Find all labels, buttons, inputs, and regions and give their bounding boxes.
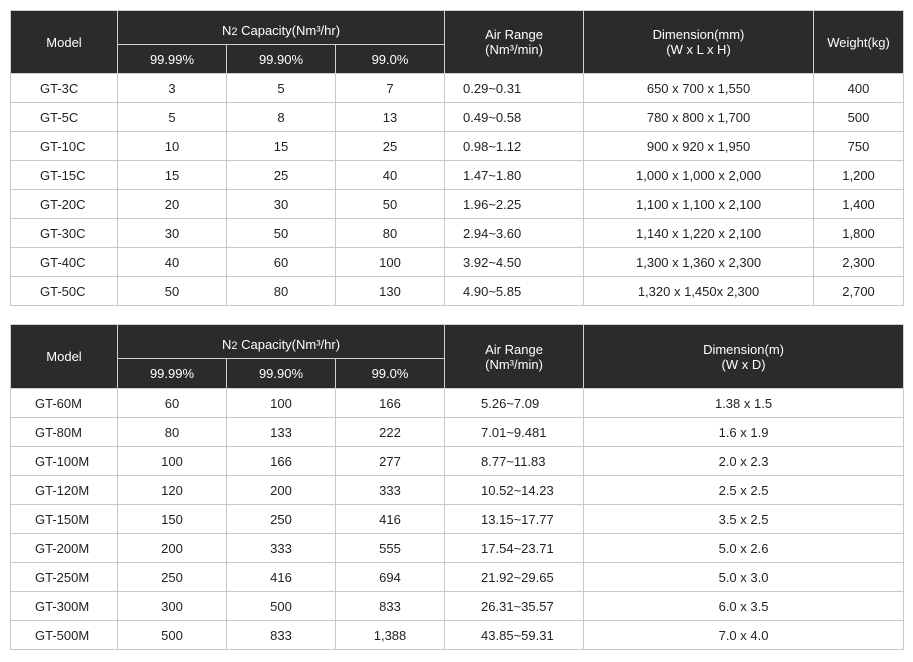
capacity-9990-cell: 100 <box>227 389 336 418</box>
air-range-cell: 0.29~0.31 <box>445 74 584 103</box>
air-range-header <box>445 11 584 74</box>
model-cell: GT-60M <box>11 389 118 418</box>
capacity-9990-cell: 133 <box>227 418 336 447</box>
dimension-cell: 5.0 x 3.0 <box>584 563 904 592</box>
air-range-cell: 0.98~1.12 <box>445 132 584 161</box>
air-range-line1: Air Range <box>485 341 543 357</box>
spec-table-m-series <box>10 324 904 650</box>
capacity-9999-cell: 120 <box>118 476 227 505</box>
capacity-9990-cell: 5 <box>227 74 336 103</box>
capacity-990-cell: 40 <box>336 161 445 190</box>
air-range-cell: 1.96~2.25 <box>445 190 584 219</box>
weight-cell: 1,400 <box>814 190 904 219</box>
air-range-cell: 8.77~11.83 <box>445 447 584 476</box>
table-row <box>11 505 904 534</box>
capacity-9990-cell: 416 <box>227 563 336 592</box>
capacity-9990-cell: 60 <box>227 248 336 277</box>
model-cell: GT-80M <box>11 418 118 447</box>
model-cell: GT-15C <box>11 161 118 190</box>
air-range-cell: 3.92~4.50 <box>445 248 584 277</box>
capacity-suffix: Capacity(Nm³/hr) <box>237 337 341 352</box>
header-row <box>11 325 904 359</box>
capacity-9990-cell: 333 <box>227 534 336 563</box>
dimension-cell: 1,100 x 1,100 x 2,100 <box>584 190 814 219</box>
table-row <box>11 103 904 132</box>
dimension-cell: 1,140 x 1,220 x 2,100 <box>584 219 814 248</box>
capacity-9999-cell: 15 <box>118 161 227 190</box>
air-range-cell: 7.01~9.481 <box>445 418 584 447</box>
capacity-990-cell: 80 <box>336 219 445 248</box>
table-row <box>11 447 904 476</box>
dimension-cell: 2.0 x 2.3 <box>584 447 904 476</box>
table-row <box>11 476 904 505</box>
model-cell: GT-30C <box>11 219 118 248</box>
capacity-990-cell: 50 <box>336 190 445 219</box>
weight-cell: 1,200 <box>814 161 904 190</box>
table-row <box>11 592 904 621</box>
air-range-line1: Air Range <box>485 27 543 42</box>
capacity-990-cell: 833 <box>336 592 445 621</box>
dimension-cell: 6.0 x 3.5 <box>584 592 904 621</box>
table-row <box>11 248 904 277</box>
dimension-cell: 7.0 x 4.0 <box>584 621 904 650</box>
capacity-9999-cell: 60 <box>118 389 227 418</box>
capacity-9999-cell: 300 <box>118 592 227 621</box>
capacity-9999-cell: 500 <box>118 621 227 650</box>
model-cell: GT-5C <box>11 103 118 132</box>
capacity-9999-cell: 150 <box>118 505 227 534</box>
spec-table-c-series <box>10 10 904 306</box>
capacity-9999-cell: 50 <box>118 277 227 306</box>
capacity-9990-cell: 30 <box>227 190 336 219</box>
capacity-990-cell: 333 <box>336 476 445 505</box>
dimension-cell: 3.5 x 2.5 <box>584 505 904 534</box>
capacity-990-cell: 100 <box>336 248 445 277</box>
table-row <box>11 534 904 563</box>
dimension-cell: 1.38 x 1.5 <box>584 389 904 418</box>
air-range-line2: (Nm³/min) <box>485 356 543 372</box>
capacity-9990-cell: 80 <box>227 277 336 306</box>
table-row <box>11 389 904 418</box>
capacity-9990-cell: 250 <box>227 505 336 534</box>
capacity-9999-cell: 10 <box>118 132 227 161</box>
model-cell: GT-200M <box>11 534 118 563</box>
weight-header: Weight(kg) <box>814 11 904 74</box>
dimension-line2: (W x D) <box>721 356 766 372</box>
table-row <box>11 418 904 447</box>
air-range-cell: 43.85~59.31 <box>445 621 584 650</box>
model-cell: GT-250M <box>11 563 118 592</box>
dimension-line1: Dimension(m) <box>703 341 784 357</box>
capacity-9990-cell: 200 <box>227 476 336 505</box>
capacity-9990-cell: 15 <box>227 132 336 161</box>
table-row <box>11 74 904 103</box>
capacity-9999-cell: 3 <box>118 74 227 103</box>
model-cell: GT-10C <box>11 132 118 161</box>
table-row <box>11 190 904 219</box>
table-row <box>11 132 904 161</box>
table-row <box>11 563 904 592</box>
capacity-990-cell: 25 <box>336 132 445 161</box>
model-cell: GT-500M <box>11 621 118 650</box>
model-cell: GT-150M <box>11 505 118 534</box>
weight-cell: 2,700 <box>814 277 904 306</box>
weight-cell: 400 <box>814 74 904 103</box>
capacity-990-cell: 694 <box>336 563 445 592</box>
model-cell: GT-300M <box>11 592 118 621</box>
air-range-cell: 0.49~0.58 <box>445 103 584 132</box>
capacity-prefix: N <box>221 23 232 38</box>
capacity-9990-cell: 50 <box>227 219 336 248</box>
capacity-9999-cell: 20 <box>118 190 227 219</box>
weight-cell: 750 <box>814 132 904 161</box>
capacity-9999-cell: 5 <box>118 103 227 132</box>
table-row <box>11 219 904 248</box>
purity-9999-header: 99.99% <box>118 45 227 74</box>
capacity-9999-cell: 200 <box>118 534 227 563</box>
table-row <box>11 161 904 190</box>
table-row <box>11 277 904 306</box>
purity-990-header: 99.0% <box>336 45 445 74</box>
purity-9990-header: 99.90% <box>227 45 336 74</box>
capacity-prefix: N <box>221 337 232 352</box>
weight-cell: 1,800 <box>814 219 904 248</box>
weight-cell: 500 <box>814 103 904 132</box>
dimension-cell: 1,000 x 1,000 x 2,000 <box>584 161 814 190</box>
capacity-9990-cell: 8 <box>227 103 336 132</box>
capacity-9999-cell: 80 <box>118 418 227 447</box>
model-cell: GT-3C <box>11 74 118 103</box>
capacity-990-cell: 555 <box>336 534 445 563</box>
capacity-990-cell: 166 <box>336 389 445 418</box>
dimension-cell: 780 x 800 x 1,700 <box>584 103 814 132</box>
air-range-cell: 4.90~5.85 <box>445 277 584 306</box>
capacity-9990-cell: 25 <box>227 161 336 190</box>
capacity-9999-cell: 100 <box>118 447 227 476</box>
capacity-subscript: 2 <box>231 26 238 38</box>
dimension-cell: 2.5 x 2.5 <box>584 476 904 505</box>
dimension-cell: 1,320 x 1,450x 2,300 <box>584 277 814 306</box>
capacity-header <box>118 11 445 45</box>
model-cell: GT-100M <box>11 447 118 476</box>
air-range-cell: 2.94~3.60 <box>445 219 584 248</box>
model-header: Model <box>11 325 118 389</box>
air-range-header <box>445 325 584 389</box>
air-range-cell: 5.26~7.09 <box>445 389 584 418</box>
dimension-line1: Dimension(mm) <box>652 27 745 42</box>
model-cell: GT-50C <box>11 277 118 306</box>
model-header: Model <box>11 11 118 74</box>
air-range-cell: 17.54~23.71 <box>445 534 584 563</box>
dimension-header <box>584 325 904 389</box>
air-range-line2: (Nm³/min) <box>485 42 543 57</box>
purity-990-header: 99.0% <box>336 359 445 389</box>
capacity-990-cell: 7 <box>336 74 445 103</box>
purity-9990-header: 99.90% <box>227 359 336 389</box>
table-row <box>11 621 904 650</box>
capacity-9990-cell: 500 <box>227 592 336 621</box>
air-range-cell: 26.31~35.57 <box>445 592 584 621</box>
dimension-cell: 650 x 700 x 1,550 <box>584 74 814 103</box>
capacity-9999-cell: 250 <box>118 563 227 592</box>
dimension-header <box>584 11 814 74</box>
dimension-cell: 1.6 x 1.9 <box>584 418 904 447</box>
purity-9999-header: 99.99% <box>118 359 227 389</box>
dimension-cell: 900 x 920 x 1,950 <box>584 132 814 161</box>
capacity-9990-cell: 166 <box>227 447 336 476</box>
capacity-990-cell: 277 <box>336 447 445 476</box>
dimension-cell: 1,300 x 1,360 x 2,300 <box>584 248 814 277</box>
capacity-990-cell: 222 <box>336 418 445 447</box>
capacity-990-cell: 416 <box>336 505 445 534</box>
capacity-header <box>118 325 445 359</box>
model-cell: GT-40C <box>11 248 118 277</box>
weight-cell: 2,300 <box>814 248 904 277</box>
capacity-990-cell: 1,388 <box>336 621 445 650</box>
capacity-9999-cell: 40 <box>118 248 227 277</box>
capacity-9999-cell: 30 <box>118 219 227 248</box>
capacity-subscript: 2 <box>231 340 238 352</box>
model-cell: GT-20C <box>11 190 118 219</box>
air-range-cell: 21.92~29.65 <box>445 563 584 592</box>
dimension-cell: 5.0 x 2.6 <box>584 534 904 563</box>
air-range-cell: 13.15~17.77 <box>445 505 584 534</box>
header-row <box>11 11 904 45</box>
capacity-suffix: Capacity(Nm³/hr) <box>237 23 341 38</box>
air-range-cell: 1.47~1.80 <box>445 161 584 190</box>
capacity-990-cell: 130 <box>336 277 445 306</box>
capacity-990-cell: 13 <box>336 103 445 132</box>
air-range-cell: 10.52~14.23 <box>445 476 584 505</box>
dimension-line2: (W x L x H) <box>666 42 731 57</box>
model-cell: GT-120M <box>11 476 118 505</box>
capacity-9990-cell: 833 <box>227 621 336 650</box>
